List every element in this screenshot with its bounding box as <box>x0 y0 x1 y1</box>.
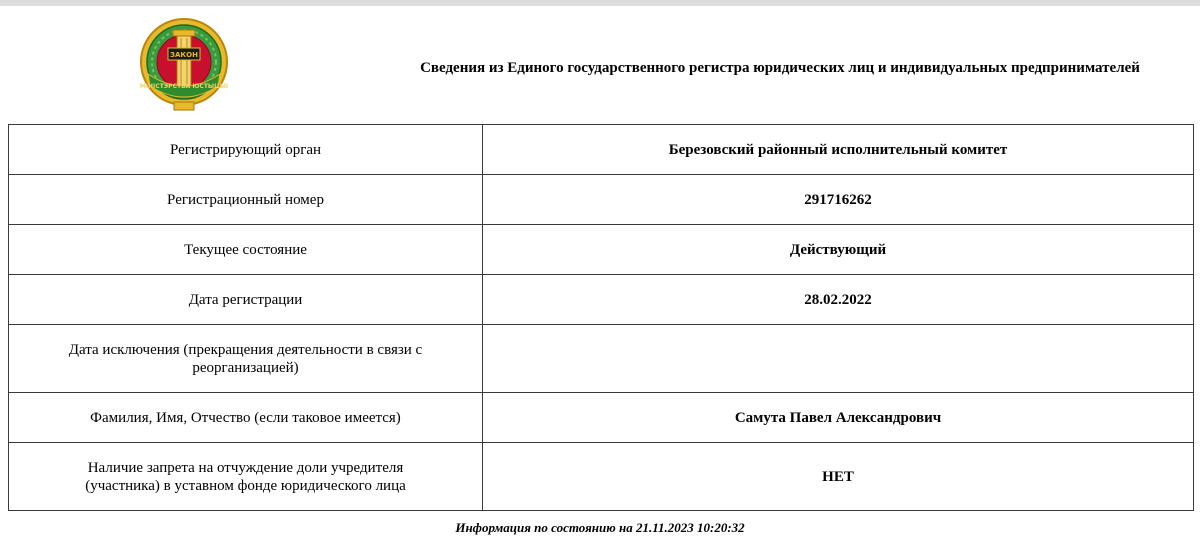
page-title: Сведения из Единого государственного регистра юридических лиц и индивидуальных предпринимателей <box>420 60 1140 76</box>
row-label: Фамилия, Имя, Отчество (если таковое имеется) <box>9 393 483 443</box>
header <box>0 6 1200 124</box>
table-row <box>9 443 1194 511</box>
row-label: Регистрационный номер <box>9 175 483 225</box>
table-row <box>9 275 1194 325</box>
emblem-top-label: ЗАКОН <box>170 51 198 59</box>
row-value: Самута Павел Александрович <box>483 393 1194 443</box>
registry-table <box>8 124 1194 511</box>
row-value: НЕТ <box>483 443 1194 511</box>
emblem-ribbon-label: МIНIСТЭРСТВА ЮСТЫЦЫI <box>139 83 229 90</box>
row-value: 291716262 <box>483 175 1194 225</box>
row-value: Березовский районный исполнительный комитет <box>483 125 1194 175</box>
row-label: Дата исключения (прекращения деятельности в связи с реорганизацией) <box>9 325 483 393</box>
table-row <box>9 175 1194 225</box>
status-timestamp: Информация по состоянию на 21.11.2023 10:20:32 <box>455 520 745 535</box>
ministry-of-justice-emblem-icon <box>138 16 230 114</box>
row-value <box>483 325 1194 393</box>
row-label: Регистрирующий орган <box>9 125 483 175</box>
row-label: Текущее состояние <box>9 225 483 275</box>
table-row <box>9 393 1194 443</box>
row-label: Дата регистрации <box>9 275 483 325</box>
table-row <box>9 325 1194 393</box>
row-value: 28.02.2022 <box>483 275 1194 325</box>
table-row <box>9 125 1194 175</box>
table-row <box>9 225 1194 275</box>
row-value: Действующий <box>483 225 1194 275</box>
row-label: Наличие запрета на отчуждение доли учредителя (участника) в уставном фонде юридического лица <box>9 443 483 511</box>
